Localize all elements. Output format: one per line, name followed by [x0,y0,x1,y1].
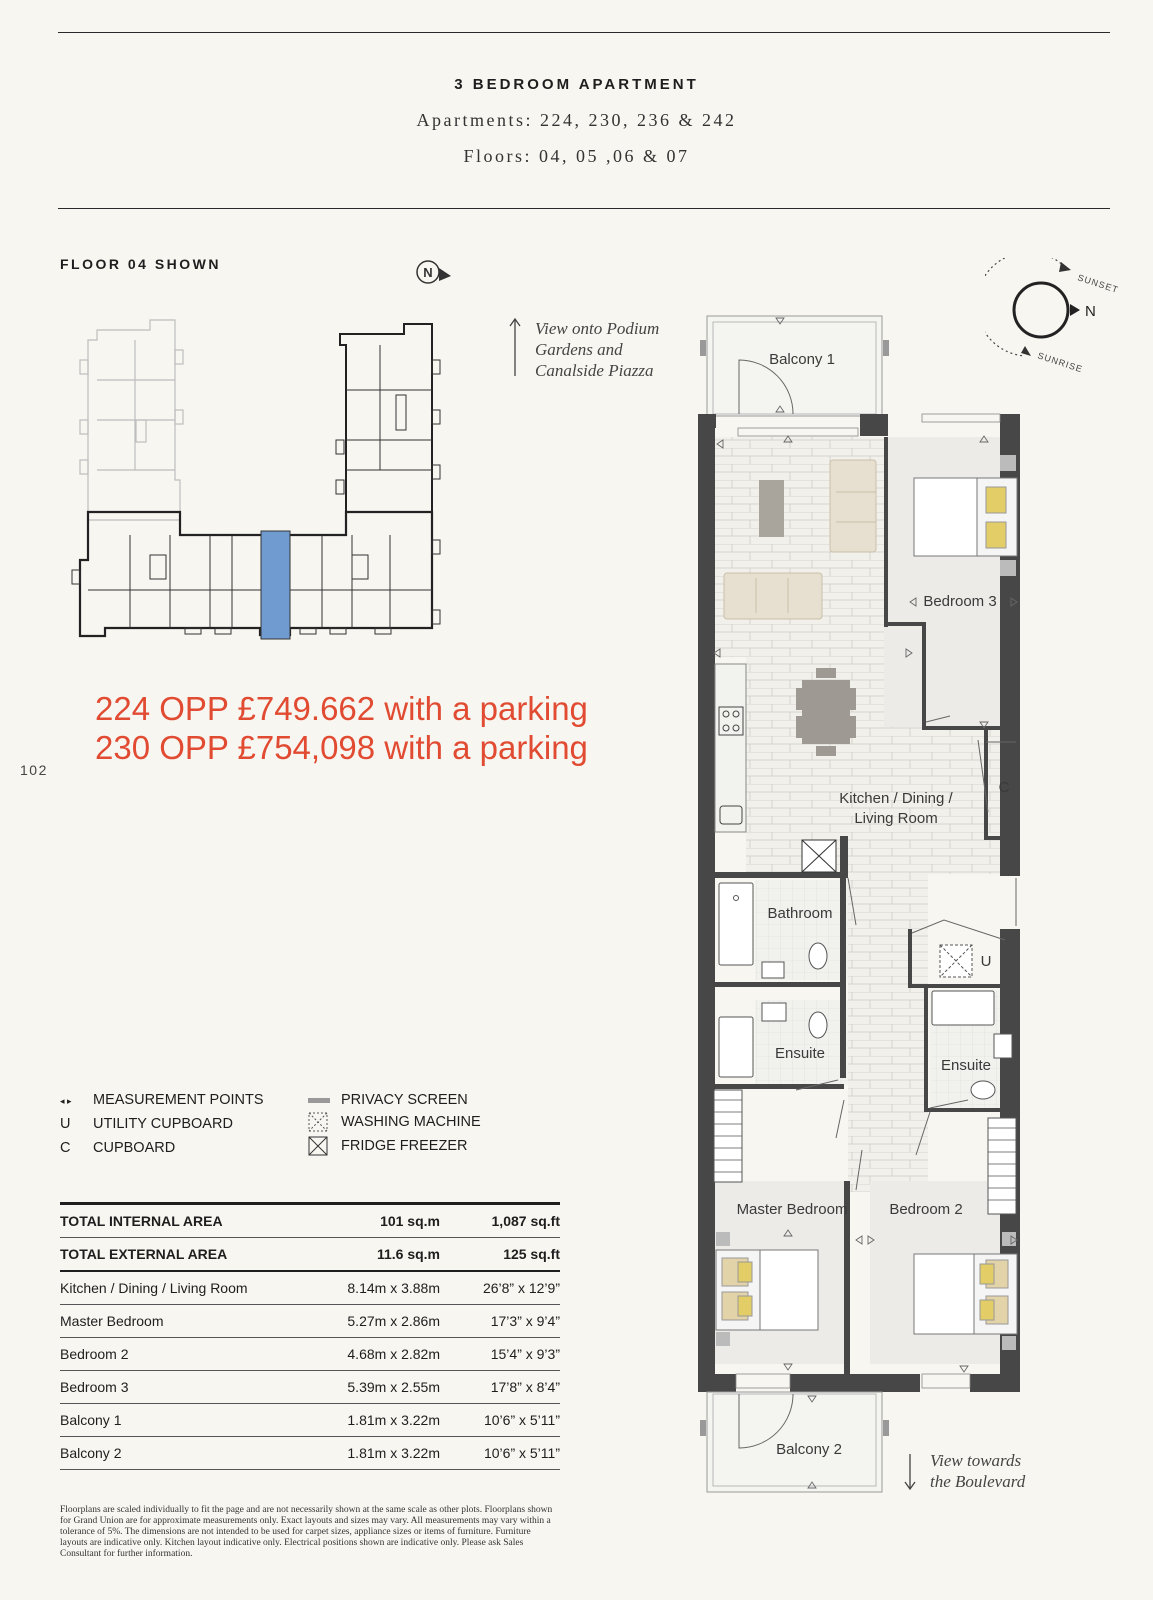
highlighted-unit [261,531,290,639]
balcony-2 [700,1392,889,1492]
svg-text:SUNRISE: SUNRISE [1036,350,1085,375]
svg-text:SUNSET: SUNSET [1076,272,1120,296]
header-bottom-rule [58,208,1110,209]
svg-text:Kitchen / Dining /: Kitchen / Dining / [839,790,953,807]
header-top-rule [58,32,1110,33]
legend-privacy: PRIVACY SCREEN [308,1092,330,1108]
page-title: 3 BEDROOM APARTMENT [454,76,699,93]
area-row: Bedroom 3 5.39m x 2.55m 17’8” x 8’4” [60,1371,560,1404]
legend-measurement: ◂ ▸ MEASUREMENT POINTS [60,1092,264,1108]
view-note-bottom: View towards the Boulevard [930,1451,1026,1491]
area-row: Master Bedroom 5.27m x 2.86m 17’3” x 9’4” [60,1305,560,1338]
floor-shown-label: FLOOR 04 SHOWN [60,256,222,272]
area-row: Bedroom 2 4.68m x 2.82m 15’4” x 9’3” [60,1338,560,1371]
svg-text:U: U [980,953,992,970]
area-row: Balcony 1 1.81m x 3.22m 10’6” x 5’11” [60,1404,560,1437]
legend-utility: U UTILITY CUPBOARD [60,1116,233,1132]
svg-text:Master Bedroom: Master Bedroom [736,1201,848,1218]
svg-text:Bathroom: Bathroom [767,905,833,922]
legend-cupboard: C CUPBOARD [60,1140,176,1156]
svg-text:N: N [423,265,433,280]
side-table [759,480,784,537]
privacy-screen-icon [308,1098,330,1103]
dining-table [796,668,856,756]
view-up-arrow-icon [508,316,522,378]
area-row: Kitchen / Dining / Living Room 8.14m x 3.88m 26’8” x 12’9” [60,1272,560,1305]
keyplan-north-icon [417,261,451,283]
svg-text:Ensuite: Ensuite [940,1057,992,1074]
svg-text:Balcony 2: Balcony 2 [776,1441,842,1458]
legend [60,1092,500,1172]
disclaimer-text: Floorplans are scaled individually to fit the page and are not necessarily shown at the same scale as other plots. Floorplans shown for Grand Union are for approximate measurements only. Exact layouts and sizes may vary. All measurements may vary within a tolerance of 5%. The dimensions are not intended to be used for carpet sizes, appliance sizes or items of furniture. Furniture layouts are indicative only. Kitchen layout indicative only. Electrical positions shown are indicative only. Please ask Sales Consultant for further information. [60,1505,553,1559]
svg-text:C: C [998,779,1010,796]
fridge-freezer-icon [308,1136,328,1156]
svg-text:Bedroom 2: Bedroom 2 [889,1201,963,1218]
svg-text:Bedroom 3: Bedroom 3 [923,593,997,610]
area-table [60,1202,560,1470]
svg-text:Balcony 1: Balcony 1 [769,351,835,368]
area-row: TOTAL EXTERNAL AREA 11.6 sq.m 125 sq.ft [60,1238,560,1272]
floors-line: Floors: 04, 05 ,06 & 07 [463,146,690,166]
key-plan [62,255,462,645]
kitchen-counter [715,664,746,832]
view-note-top: View onto Podium Gardens and Canalside Piazza [535,319,660,380]
floor-plan [690,300,1050,1500]
page-number: 102 [20,762,48,778]
svg-text:Ensuite: Ensuite [774,1045,826,1062]
measurement-points-icon: ◂ ▸ [60,1096,72,1106]
washing-machine [940,945,972,977]
price-line-224: 224 OPP £749.662 with a parking [95,690,588,727]
svg-text:N: N [1085,303,1096,320]
area-row: TOTAL INTERNAL AREA 101 sq.m 1,087 sq.ft [60,1205,560,1238]
legend-washing: WASHING MACHINE [308,1112,328,1132]
balcony-1 [700,316,889,416]
washing-machine-icon [308,1112,328,1132]
apartments-line: Apartments: 224, 230, 236 & 242 [416,110,737,130]
price-line-230: 230 OPP £754,098 with a parking [95,729,588,766]
legend-fridge: FRIDGE FREEZER [308,1136,328,1156]
area-row: Balcony 2 1.81m x 3.22m 10’6” x 5’11” [60,1437,560,1470]
sofa-vertical [830,460,876,552]
sofa-horizontal [724,573,822,619]
fridge-freezer [802,840,836,872]
svg-text:Living Room: Living Room [854,810,938,827]
